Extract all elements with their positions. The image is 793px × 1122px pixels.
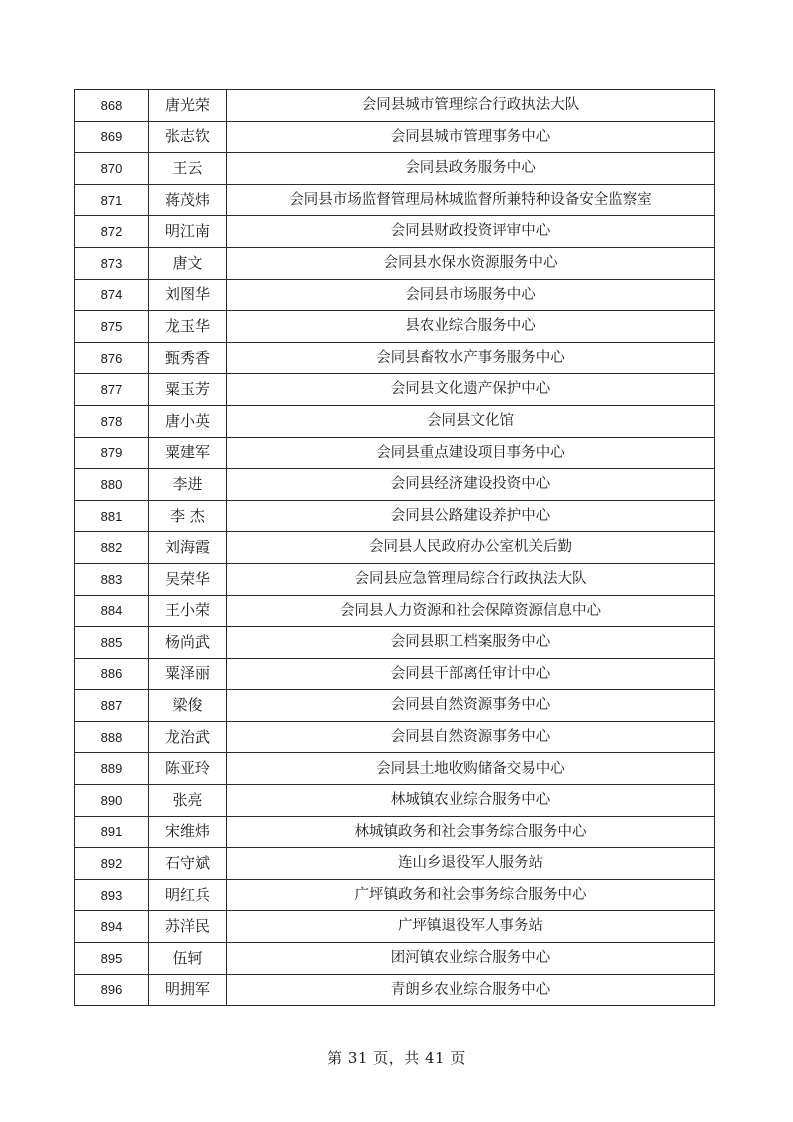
table-row <box>75 342 715 374</box>
person-name: 梁俊 <box>149 690 227 722</box>
table-row <box>75 405 715 437</box>
row-number: 874 <box>75 279 149 311</box>
row-number: 873 <box>75 247 149 279</box>
person-name: 苏洋民 <box>149 911 227 943</box>
table-row <box>75 374 715 406</box>
work-unit: 会同县职工档案服务中心 <box>227 627 715 659</box>
row-number: 875 <box>75 311 149 343</box>
work-unit: 会同县自然资源事务中心 <box>227 721 715 753</box>
work-unit: 会同县自然资源事务中心 <box>227 690 715 722</box>
row-number: 896 <box>75 974 149 1006</box>
row-number: 880 <box>75 469 149 501</box>
table-row <box>75 153 715 185</box>
work-unit: 广坪镇政务和社会事务综合服务中心 <box>227 879 715 911</box>
person-name: 刘海霞 <box>149 532 227 564</box>
roster-table <box>74 89 715 1006</box>
table-row <box>75 311 715 343</box>
table-row <box>75 848 715 880</box>
row-number: 895 <box>75 943 149 975</box>
table-row <box>75 974 715 1006</box>
work-unit: 会同县市场监督管理局林城监督所兼特种设备安全监察室 <box>227 184 715 216</box>
person-name: 明红兵 <box>149 879 227 911</box>
row-number: 886 <box>75 658 149 690</box>
person-name: 王小荣 <box>149 595 227 627</box>
row-number: 878 <box>75 405 149 437</box>
table-row <box>75 690 715 722</box>
work-unit: 会同县城市管理事务中心 <box>227 121 715 153</box>
table-row <box>75 943 715 975</box>
person-name: 刘图华 <box>149 279 227 311</box>
table-row <box>75 247 715 279</box>
row-number: 868 <box>75 90 149 122</box>
row-number: 883 <box>75 563 149 595</box>
work-unit: 会同县文化遗产保护中心 <box>227 374 715 406</box>
person-name: 粟玉芳 <box>149 374 227 406</box>
row-number: 879 <box>75 437 149 469</box>
person-name: 粟泽丽 <box>149 658 227 690</box>
work-unit: 会同县水保水资源服务中心 <box>227 247 715 279</box>
person-name: 李进 <box>149 469 227 501</box>
row-number: 869 <box>75 121 149 153</box>
person-name: 张亮 <box>149 785 227 817</box>
work-unit: 县农业综合服务中心 <box>227 311 715 343</box>
work-unit: 连山乡退役军人服务站 <box>227 848 715 880</box>
work-unit: 青朗乡农业综合服务中心 <box>227 974 715 1006</box>
row-number: 890 <box>75 785 149 817</box>
person-name: 甄秀香 <box>149 342 227 374</box>
person-name: 明拥军 <box>149 974 227 1006</box>
table-row <box>75 816 715 848</box>
work-unit: 会同县重点建设项目事务中心 <box>227 437 715 469</box>
table-row <box>75 563 715 595</box>
work-unit: 林城镇政务和社会事务综合服务中心 <box>227 816 715 848</box>
table-row <box>75 911 715 943</box>
table-row <box>75 500 715 532</box>
person-name: 唐小英 <box>149 405 227 437</box>
row-number: 871 <box>75 184 149 216</box>
work-unit: 广坪镇退役军人事务站 <box>227 911 715 943</box>
work-unit: 团河镇农业综合服务中心 <box>227 943 715 975</box>
row-number: 872 <box>75 216 149 248</box>
work-unit: 会同县人力资源和社会保障资源信息中心 <box>227 595 715 627</box>
table-row <box>75 879 715 911</box>
table-row <box>75 121 715 153</box>
person-name: 石守斌 <box>149 848 227 880</box>
table-row <box>75 658 715 690</box>
row-number: 885 <box>75 627 149 659</box>
work-unit: 会同县市场服务中心 <box>227 279 715 311</box>
row-number: 870 <box>75 153 149 185</box>
table-row <box>75 469 715 501</box>
person-name: 伍轲 <box>149 943 227 975</box>
work-unit: 会同县干部离任审计中心 <box>227 658 715 690</box>
work-unit: 会同县土地收购储备交易中心 <box>227 753 715 785</box>
row-number: 894 <box>75 911 149 943</box>
table-row <box>75 279 715 311</box>
work-unit: 林城镇农业综合服务中心 <box>227 785 715 817</box>
row-number: 882 <box>75 532 149 564</box>
row-number: 888 <box>75 721 149 753</box>
work-unit: 会同县应急管理局综合行政执法大队 <box>227 563 715 595</box>
roster-sheet <box>74 89 715 1006</box>
work-unit: 会同县畜牧水产事务服务中心 <box>227 342 715 374</box>
work-unit: 会同县文化馆 <box>227 405 715 437</box>
work-unit: 会同县经济建设投资中心 <box>227 469 715 501</box>
row-number: 892 <box>75 848 149 880</box>
row-number: 889 <box>75 753 149 785</box>
person-name: 张志钦 <box>149 121 227 153</box>
person-name: 杨尚武 <box>149 627 227 659</box>
work-unit: 会同县政务服务中心 <box>227 153 715 185</box>
table-row <box>75 184 715 216</box>
row-number: 876 <box>75 342 149 374</box>
page-number-footer: 第 31 页，共 41 页 <box>327 1049 466 1067</box>
row-number: 881 <box>75 500 149 532</box>
person-name: 唐文 <box>149 247 227 279</box>
person-name: 龙治武 <box>149 721 227 753</box>
work-unit: 会同县人民政府办公室机关后勤 <box>227 532 715 564</box>
person-name: 李 杰 <box>149 500 227 532</box>
table-row <box>75 90 715 122</box>
person-name: 吴荣华 <box>149 563 227 595</box>
roster-table-body <box>75 90 715 1006</box>
row-number: 893 <box>75 879 149 911</box>
person-name: 陈亚玲 <box>149 753 227 785</box>
row-number: 891 <box>75 816 149 848</box>
work-unit: 会同县公路建设养护中心 <box>227 500 715 532</box>
table-row <box>75 627 715 659</box>
table-row <box>75 595 715 627</box>
table-row <box>75 721 715 753</box>
row-number: 884 <box>75 595 149 627</box>
person-name: 粟建军 <box>149 437 227 469</box>
person-name: 明江南 <box>149 216 227 248</box>
row-number: 887 <box>75 690 149 722</box>
work-unit: 会同县城市管理综合行政执法大队 <box>227 90 715 122</box>
person-name: 蒋茂炜 <box>149 184 227 216</box>
table-row <box>75 753 715 785</box>
table-row <box>75 532 715 564</box>
table-row <box>75 785 715 817</box>
table-row <box>75 216 715 248</box>
table-row <box>75 437 715 469</box>
person-name: 唐光荣 <box>149 90 227 122</box>
person-name: 龙玉华 <box>149 311 227 343</box>
person-name: 宋维炜 <box>149 816 227 848</box>
person-name: 王云 <box>149 153 227 185</box>
work-unit: 会同县财政投资评审中心 <box>227 216 715 248</box>
row-number: 877 <box>75 374 149 406</box>
